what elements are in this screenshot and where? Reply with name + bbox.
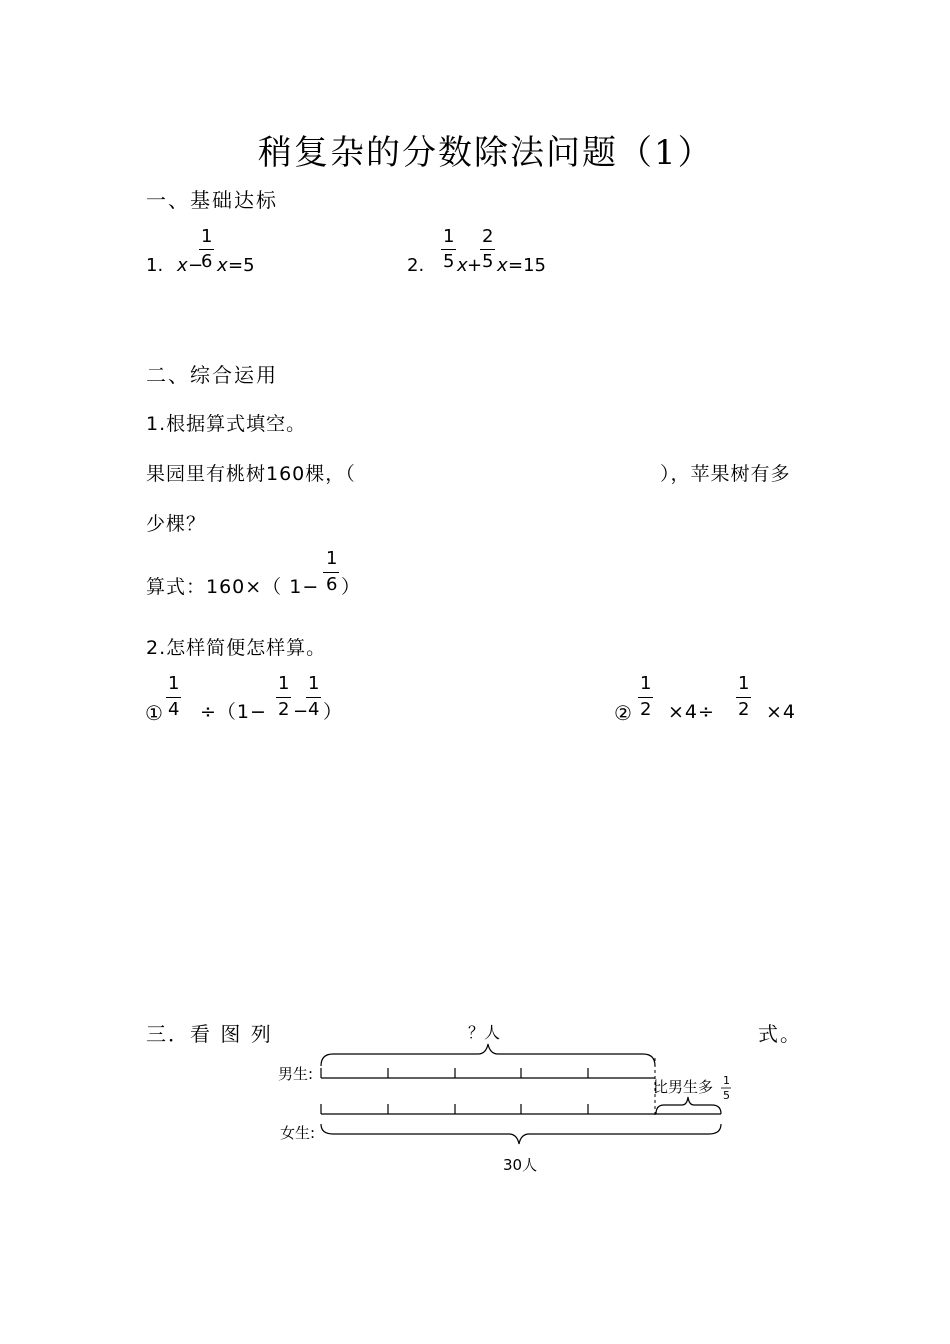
problem-2-rhs: =15 <box>508 255 546 276</box>
formula-prefix: 算式：160×（ 1− <box>146 576 320 598</box>
problem-2-frac1-den: 5 <box>443 251 455 272</box>
problem-1-frac-num: 1 <box>201 226 213 247</box>
item-1-f3-num: 1 <box>308 673 320 694</box>
problem-2-frac2-den: 5 <box>482 251 494 272</box>
extra-brace <box>656 1097 721 1114</box>
page-title: 稍复杂的分数除法问题（1） <box>258 133 714 173</box>
question-1-line1-end: ），苹果树有多 <box>660 463 791 485</box>
problem-1-var1: x <box>177 255 188 276</box>
more-label: 比男生多 <box>653 1078 714 1096</box>
item-2-f1-den: 2 <box>640 699 652 720</box>
boys-label: 男生: <box>278 1065 314 1083</box>
question-1-line1-start: 果园里有桃树160棵，（ <box>146 463 356 485</box>
problem-1-rhs: =5 <box>228 255 255 276</box>
item-1-mid: ÷（1− <box>200 701 267 723</box>
item-1-f3-den: 4 <box>308 699 320 720</box>
more-frac-den: 5 <box>723 1089 730 1102</box>
question-2-label: 2.怎样简便怎样算。 <box>146 637 327 659</box>
problem-1-op: − <box>188 255 204 276</box>
girls-bottom-brace <box>321 1124 721 1144</box>
problem-2-var2: x <box>497 255 508 276</box>
more-frac-num: 1 <box>723 1074 730 1087</box>
formula-frac-den: 6 <box>326 574 338 595</box>
item-2-mid: ×4÷ <box>668 701 715 723</box>
girls-label: 女生: <box>280 1124 316 1142</box>
item-2-f2-den: 2 <box>738 699 750 720</box>
problem-2-var1: x <box>457 255 468 276</box>
bottom-label: 30人 <box>503 1156 538 1174</box>
item-2-end: ×4 <box>766 701 797 723</box>
item-1-f2-num: 1 <box>278 673 290 694</box>
item-1-marker: ① <box>145 701 163 725</box>
formula-suffix: ） <box>341 576 362 598</box>
item-1-end: ） <box>323 701 344 723</box>
question-1-label: 1.根据算式填空。 <box>146 413 307 435</box>
section-2-heading: 二、综合运用 <box>146 363 278 387</box>
problem-2-op: + <box>467 255 483 276</box>
formula-frac-num: 1 <box>326 548 338 569</box>
section-1-heading: 一、基础达标 <box>146 188 278 212</box>
item-2-f1-num: 1 <box>640 673 652 694</box>
problem-2-frac2-num: 2 <box>482 226 494 247</box>
item-2-f2-num: 1 <box>738 673 750 694</box>
question-1-line2: 少棵？ <box>146 513 207 535</box>
problem-2-label: 2. <box>407 255 425 276</box>
section-3-heading-left: 三．看 图 列 <box>146 1022 273 1046</box>
item-1-f1-num: 1 <box>168 673 180 694</box>
problem-2-frac1-num: 1 <box>443 226 455 247</box>
item-1-f1-den: 4 <box>168 699 180 720</box>
section-3-heading-right: 式。 <box>758 1022 802 1046</box>
boys-top-brace <box>321 1044 655 1066</box>
item-2-marker: ② <box>614 701 632 725</box>
item-1-f2-den: 2 <box>278 699 290 720</box>
item-1-minus: − <box>293 701 309 722</box>
problem-1-label: 1. <box>146 255 164 276</box>
top-label: ？人 <box>468 1023 501 1042</box>
problem-1-var2: x <box>217 255 228 276</box>
problem-1-frac-den: 6 <box>201 251 213 272</box>
